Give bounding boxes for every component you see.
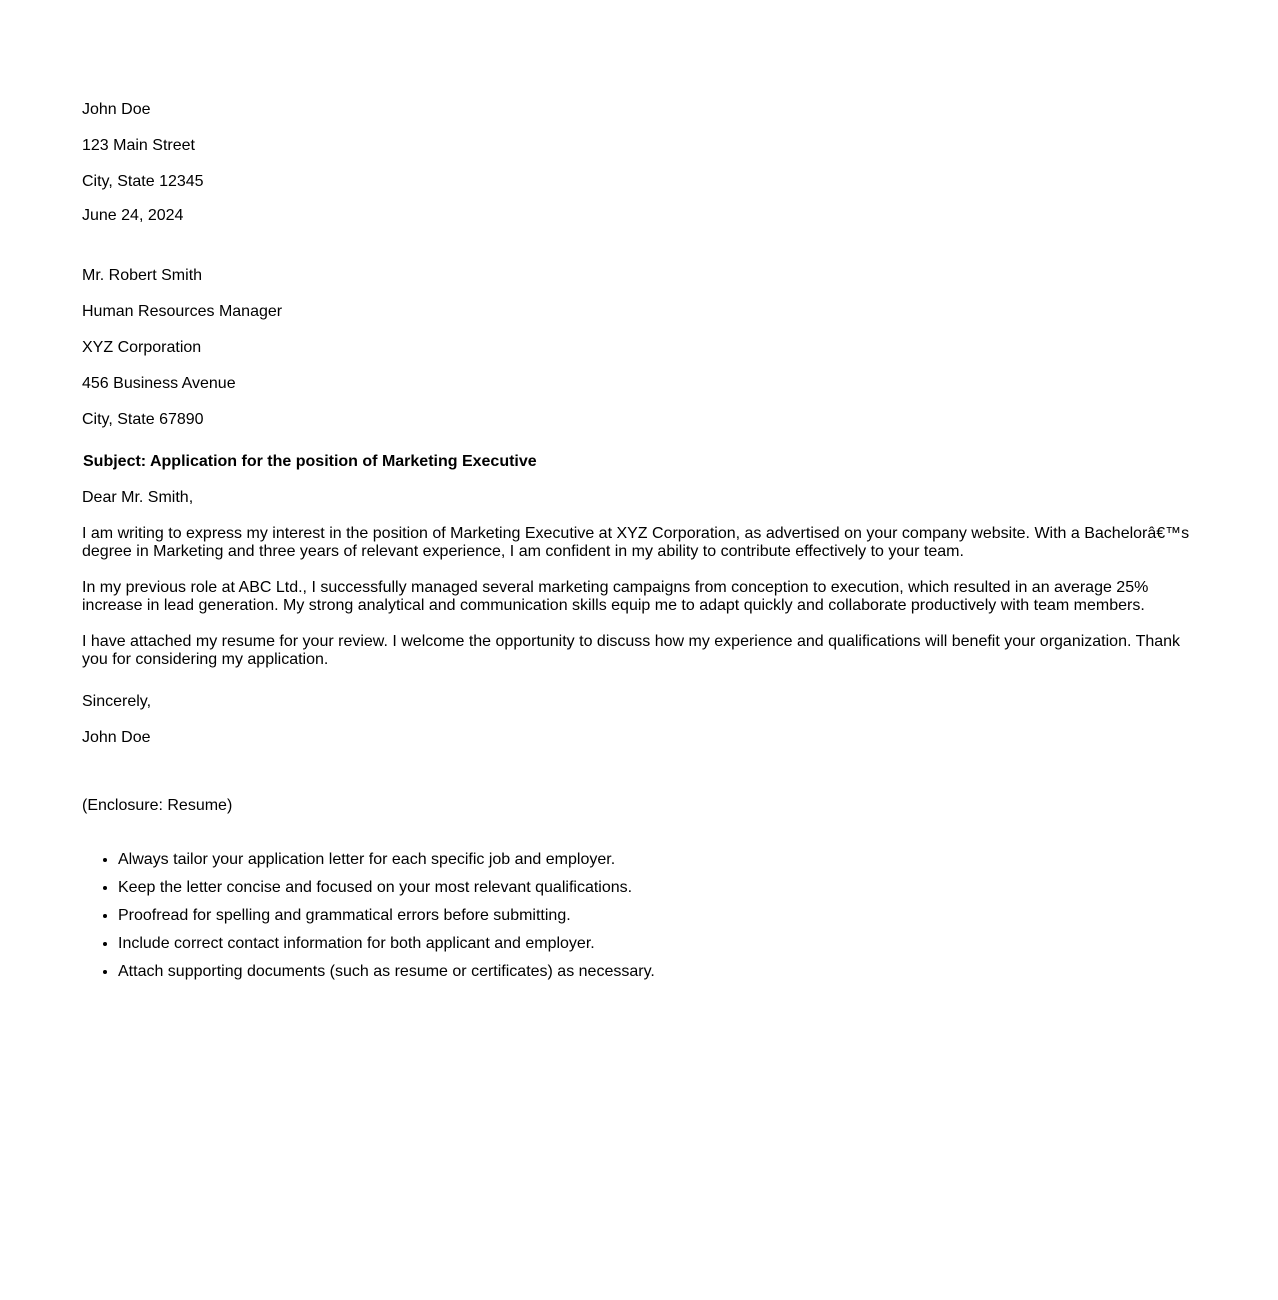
sender-city-state-zip: City, State 12345 (82, 173, 204, 190)
list-item: • Attach supporting documents (such as resume or certificates) as necessary. (118, 963, 655, 981)
list-item: • Always tailor your application letter for each specific job and employer. (118, 851, 655, 869)
recipient-street: 456 Business Avenue (82, 375, 236, 392)
sender-name: John Doe (82, 101, 151, 118)
list-item: • Proofread for spelling and grammatical errors before submitting. (118, 907, 655, 925)
list-item: • Include correct contact information for both applicant and employer. (118, 935, 655, 953)
recipient-title: Human Resources Manager (82, 303, 283, 320)
tips-list (82, 851, 655, 991)
closing: Sincerely, (82, 693, 152, 710)
signature: John Doe (82, 729, 151, 746)
letter-date: June 24, 2024 (82, 207, 184, 224)
body-paragraph-1: I am writing to express my interest in the position of Marketing Executive at XYZ Corporation, as advertised on your company website. With a Bachelorâ€™s degree in Marketing and three years of relevant experience, I am confident in my ability to contribute effectively to your team. (82, 525, 1190, 560)
list-item: • Keep the letter concise and focused on your most relevant qualifications. (118, 879, 655, 897)
recipient-city-state-zip: City, State 67890 (82, 411, 204, 428)
subject-line: Subject: Application for the position of Marketing Executive (83, 453, 537, 470)
body-paragraph-3: I have attached my resume for your review. I welcome the opportunity to discuss how my experience and qualifications will benefit your organization. Thank you for considering my application. (82, 633, 1181, 668)
salutation: Dear Mr. Smith, (82, 489, 194, 506)
recipient-name: Mr. Robert Smith (82, 267, 203, 284)
body-paragraph-2: In my previous role at ABC Ltd., I successfully managed several marketing campaigns from conception to execution, which resulted in an average 25% increase in lead generation. My strong analytical and communication skills equip me to adapt quickly and collaborate productively with team members. (82, 579, 1149, 614)
recipient-company: XYZ Corporation (82, 339, 202, 356)
enclosure-note: (Enclosure: Resume) (82, 797, 233, 814)
sender-street: 123 Main Street (82, 137, 195, 154)
